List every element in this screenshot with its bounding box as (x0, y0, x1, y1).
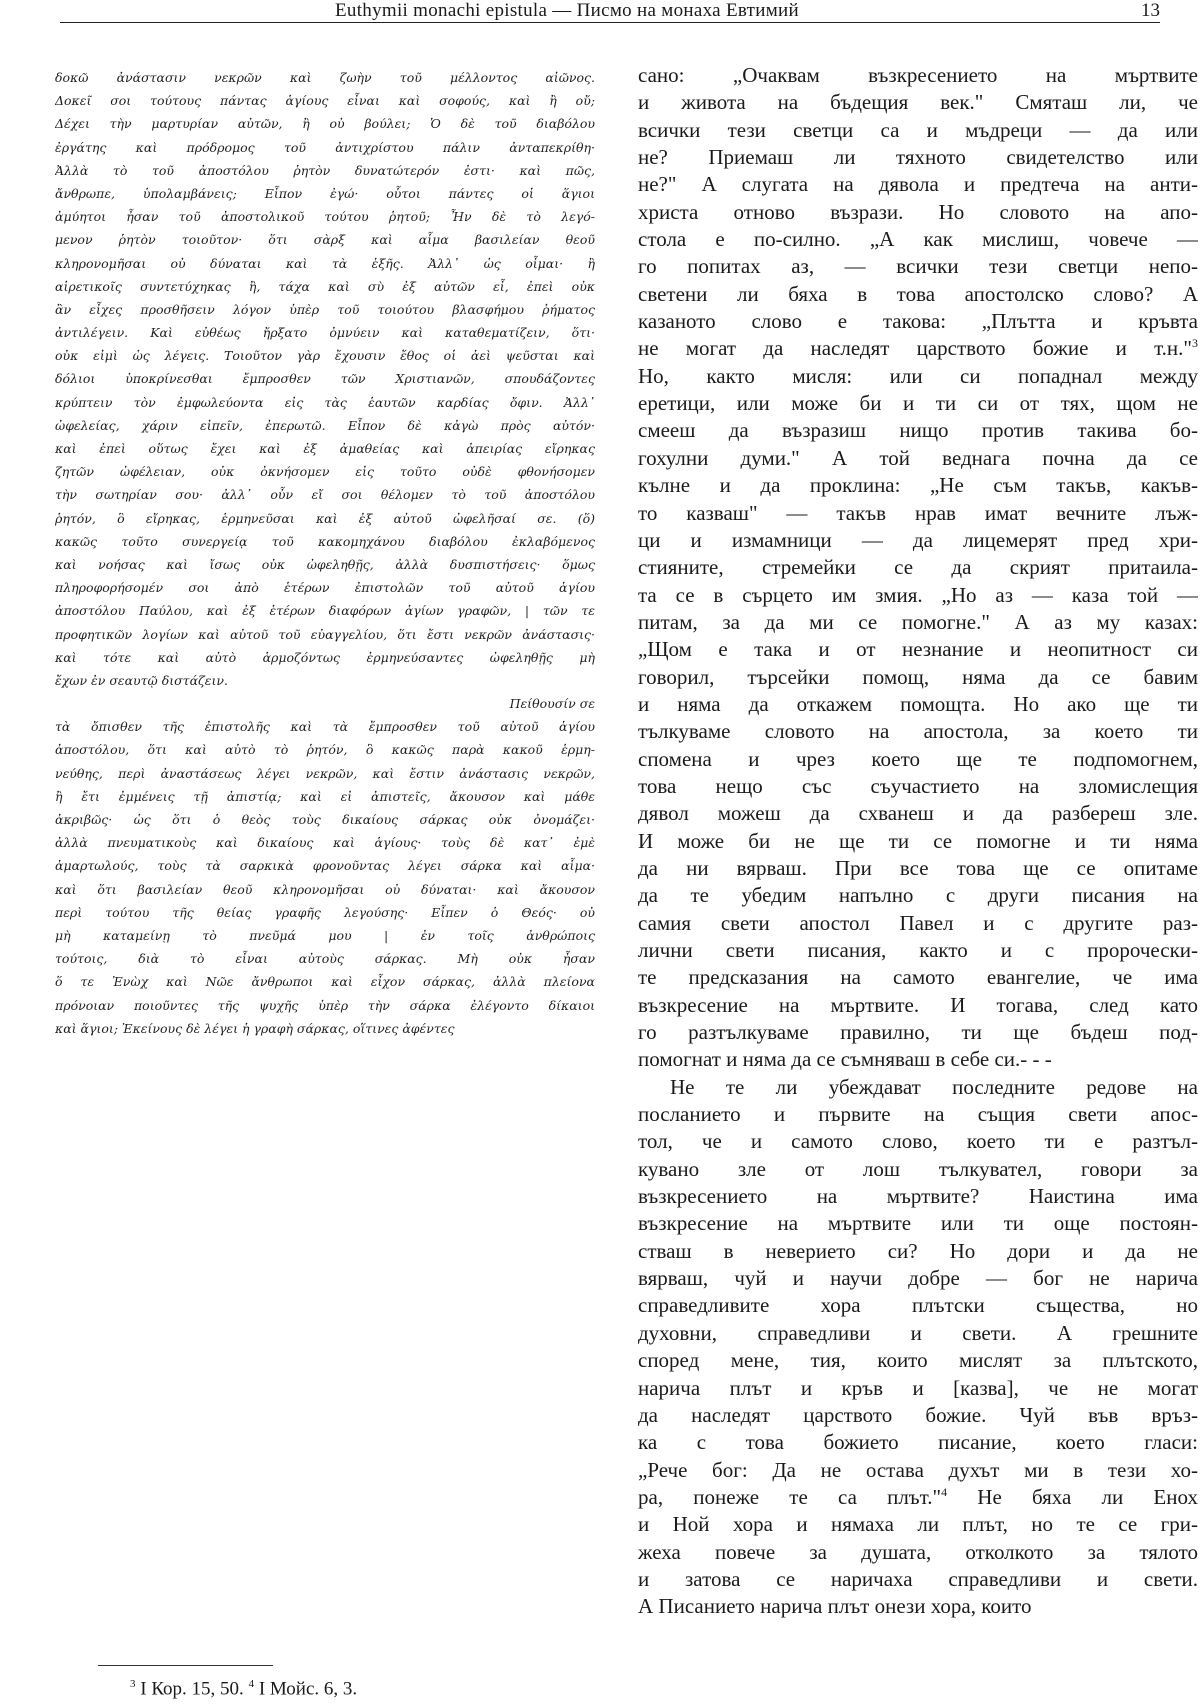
line-text: да наследят царството божие. Чуй във връз- (638, 1402, 1198, 1427)
line-text: жеха повече за душата, отколкото за тялото (638, 1539, 1198, 1564)
bulgarian-text-column (638, 62, 1198, 1621)
translation-line (638, 800, 1198, 827)
translation-line (638, 582, 1198, 609)
greek-line: περὶ τούτου τῆς θείας γραφῆς λεγούσης· Εἶπεν ὁ Θεός· οὐ (55, 904, 595, 920)
translation-line (638, 281, 1198, 308)
line-text-b: Не бяха ли Енох (947, 1484, 1198, 1509)
greek-line: Δέχει τὴν μαρτυρίαν αὐτῶν, ἢ οὐ βούλει; Ὁ δὲ τοῦ διαβόλου (55, 116, 595, 132)
greek-line: ἂν εἶχες προσθῆσειν λόγον ὑπὲρ τοῦ τοιούτου βλασφήμου ῥήματος (55, 301, 595, 317)
greek-line: ὅ τε Ἐνὼχ καὶ Νῶε ἄνθρωποι καὶ εἶχον σάρκας, ἀλλὰ πλείονα (55, 974, 595, 990)
line-text: възкресението на мъртвите? Наистина има (638, 1184, 1198, 1209)
translation-line (638, 117, 1198, 144)
line-text: и няма да откажем помощта. Но ако ще ти (638, 691, 1198, 716)
line-text: стияните, стремейки се да скрият притаила- (638, 555, 1198, 580)
translation-line (638, 718, 1198, 745)
translation-line (638, 691, 1198, 718)
line-text: Но, както мисля: или си попаднал между (638, 363, 1198, 388)
translation-line (638, 144, 1198, 171)
greek-line: ἁμαρτωλούς, τοὺς τὰ σαρκικὰ φρονοῦντας λέγει σάρκα καὶ αἷμα· (55, 858, 595, 874)
greek-line: τούτοις, διὰ τὸ εἶναι αὐτοὺς σάρκας. Μὴ οὐκ ἦσαν (55, 951, 595, 967)
greek-line: πρόνοιαν ποιοῦντες τῆς ψυχῆς ὑπὲρ τὴν σάρκα ἐλέγοντο δίκαιοι (55, 997, 595, 1013)
translation-line (638, 1511, 1198, 1538)
greek-text-column (55, 66, 595, 1040)
translation-line (638, 390, 1198, 417)
translation-line (638, 1593, 1198, 1620)
translation-line (638, 1566, 1198, 1593)
greek-line: Ἀλλὰ τὸ τοῦ ἀποστόλου ῥητὸν δυνατώτερόν ἐστι· καὶ πῶς, (55, 162, 595, 178)
translation-line (638, 910, 1198, 937)
line-text: възкресение на мъртвите или ти още постоян- (638, 1211, 1198, 1236)
line-text: да ни вярваш. При все това ще се опитаме (638, 855, 1198, 880)
line-text: И може би не ще ти се помогне и ти няма (638, 828, 1198, 853)
line-text: всички тези светци са и мъдреци — да или (638, 117, 1198, 142)
greek-line: κακῶς τοῦτο συνεργείᾳ τοῦ κακομηχάνου διαβόλου ἐκλαβόμενος (55, 533, 595, 549)
greek-line: ἔχων ἐν σεαυτῷ διστάζειν. (55, 672, 228, 688)
translation-line (638, 992, 1198, 1019)
line-text: говорил, търсейки помощ, няма да се бавим (638, 664, 1198, 689)
translation-line (638, 1402, 1198, 1429)
translation-line (638, 609, 1198, 636)
greek-line: οὐκ εἰμὶ ὡς λέγεις. Τοιοῦτον γὰρ ἔχουσιν ἔθος οἱ ἀεὶ ψεῦσται καὶ (55, 348, 595, 364)
line-text: „Рече бог: Да не остава духът ми в тези хо- (638, 1457, 1198, 1482)
translation-line (638, 1128, 1198, 1155)
line-text: самия свети апостол Павел и с другите раз- (638, 910, 1198, 935)
running-header (60, 0, 1160, 23)
greek-line: ἄνθρωπε, ὑπολαμβάνεις; Εἶπον ἐγώ· οὗτοι πάντες οἱ ἅγιοι (55, 185, 595, 201)
greek-line: πληροφορήσομέν σοι ἀπὸ ἑτέρων ἐπιστολῶν τοῦ αὐτοῦ ἁγίου (55, 580, 595, 596)
translation-line (638, 417, 1198, 444)
translation-line (638, 828, 1198, 855)
page-number: 13 (1141, 0, 1160, 21)
greek-line: ἀποστόλου Παύλου, καὶ ἐξ ἑτέρων διαφόρων ἁγίων γραφῶν, | τῶν τε (55, 603, 595, 619)
line-text: не? Приемаш ли тяхното свидетелство или (638, 145, 1198, 170)
greek-line: νεύθης, περὶ ἀναστάσεως λέγει νεκρῶν, καὶ ἔστιν ἀνάστασις νεκρῶν, (55, 765, 595, 781)
greek-line: κληρονομῆσαι οὐ δύναται καὶ τὰ ἑξῆς. Ἀλλ᾽ ὡς οἶμαι· ἢ (55, 255, 595, 271)
greek-line: προφητικῶν λογίων καὶ αὐτοῦ τοῦ εὐαγγελίου, ὅτι ἔστι νεκρῶν ἀνάστασις· (55, 626, 595, 642)
line-text: и Ной хора и нямаха ли плът, но те се гри- (638, 1512, 1198, 1537)
line-text: ци и измамници — да лицемерят пред хри- (638, 527, 1198, 552)
translation-line (638, 199, 1198, 226)
translation-line (638, 1375, 1198, 1402)
translation-line (638, 964, 1198, 991)
line-text: Не те ли убеждават последните редове на (670, 1074, 1198, 1099)
line-text: и живота на бъдещия век." Смяташ ли, че (638, 90, 1198, 115)
greek-line: μενον ῥητὸν τοιοῦτον· ὅτι σὰρξ καὶ αἷμα βασιλείαν θεοῦ (55, 232, 595, 248)
greek-line: μὴ καταμείνῃ τὸ πνεῦμά μου | ἐν τοῖς ἀνθρώποις (55, 927, 595, 943)
translation-line (638, 1457, 1198, 1484)
greek-line: δόλιοι ὑποκρίνεσθαι ἔμπροσθεν τῶν Χριστιανῶν, σπουδάζοντες (55, 371, 595, 387)
translation-line (638, 554, 1198, 581)
greek-line: δοκῶ ἀνάστασιν νεκρῶν καὶ ζωὴν τοῦ μέλλοντος αἰῶνος. (55, 70, 595, 85)
line-text: христа отново възрази. Но словото на апо- (638, 199, 1198, 224)
greek-line: κρύπτειν τὸν ἐμφωλεύοντα εἰς τὰς ἑαυτῶν καρδίας ὄφιν. Ἀλλ᾽ (55, 394, 595, 410)
line-text: го попитах аз, — всички тези светци непо- (638, 254, 1198, 279)
greek-line: αἱρετικοῖς συντετύχηκας ἢ, τάχα καὶ σὺ ἐξ αὐτῶν εἶ, ἐπεὶ οὐκ (55, 278, 595, 294)
line-text: не?" А слугата на дявола и предтеча на анти- (638, 172, 1198, 197)
footnote-ref-3: 3 (1192, 336, 1198, 351)
line-text: кълне и да проклина: „Не съм такъв, какъв- (638, 473, 1198, 498)
footnote-ref-4: 4 (941, 1484, 948, 1499)
greek-line: ἀκριβῶς· ὡς ὅτι ὁ θεὸς τοὺς δικαίους σάρκας οὐκ ὀνομάζει· (55, 812, 595, 827)
line-text: стваш в неверието си? Но дори и да не (638, 1238, 1198, 1263)
line-text: питам, за да ми се помогне." А аз му казах: (638, 609, 1198, 634)
greek-line: Δοκεῖ σοι τούτους πάντας ἁγίους εἶναι καὶ σοφούς, καὶ ἢ οὔ; (55, 93, 595, 109)
line-text: сано: „Очаквам възкресението на мъртвите (638, 63, 1198, 87)
translation-line (638, 308, 1198, 335)
translation-line (638, 882, 1198, 909)
line-text: вярваш, чуй и научи добре — бог не нарича (638, 1266, 1198, 1291)
line-text: та се в сърцето им змия. „Но аз — каза той — (638, 582, 1198, 607)
line-text: според мене, тия, които мислят за плътското, (638, 1348, 1198, 1373)
greek-line: ῥητόν, ὃ εἴρηκας, ἑρμηνεῦσαι καὶ ἐξ αὐτοῦ ὠφελῆσαί σε. (ὅ) (55, 510, 595, 526)
greek-line: τὰ ὄπισθεν τῆς ἐπιστολῆς καὶ τὰ ἔμπροσθεν τοῦ αὐτοῦ ἁγίου (55, 719, 595, 735)
footnote-3-mark: 3 (130, 1678, 136, 1690)
translation-line (638, 636, 1198, 663)
greek-line: καὶ ἐπεὶ οὕτως ἔχει καὶ ἐξ ἀμαθείας καὶ ἀπειρίας εἴρηκας (55, 441, 595, 456)
translation-line (638, 1074, 1198, 1101)
greek-line: καὶ νοήσας καὶ ἴσως οὐκ ὠφεληθῇς, ἀλλὰ δυσπιστήσεις· ὅμως (55, 556, 595, 572)
translation-line (638, 89, 1198, 116)
line-text: духовни, справедливи и свети. А грешните (638, 1320, 1198, 1345)
line-text: гохулни думи." А той веднага почна да се (638, 445, 1198, 470)
footnote-3-text: I Кор. 15, 50. (135, 1678, 249, 1700)
line-text: светени ли бяха в това апостолско слово? А (638, 281, 1198, 306)
greek-line: καὶ ὅτι βασιλείαν θεοῦ κληρονομῆσαι οὐ δύναται· καὶ ἄκουσον (55, 881, 595, 897)
line-text: не могат да наследят царството божие и т.н." (638, 336, 1192, 361)
translation-line (638, 1101, 1198, 1128)
greek-line: ἀντιλέγειν. Καὶ εὐθέως ἤρξατο ὀμνύειν καὶ καταθεματίζειν, ὅτι· (55, 325, 595, 341)
translation-line (638, 855, 1198, 882)
greek-continuation-start: Πείθουσίν σε (509, 696, 595, 712)
line-text: посланието и първите на същия свети апос- (638, 1102, 1198, 1127)
greek-line: ἀμύητοι ἦσαν τοῦ ἀποστολικοῦ τούτου ῥητοῦ; Ἦν δὲ τὸ λεγό- (55, 209, 595, 225)
line-text: това нещо със съучастието на зломислещия (638, 773, 1198, 798)
line-text: те предсказания на самото евангелие, че има (638, 965, 1198, 990)
translation-line (638, 1429, 1198, 1456)
line-text: нарича плът и кръв и [казва], че не могат (638, 1375, 1198, 1400)
line-text: и затова се наричаха справедливи и свети. (638, 1566, 1198, 1591)
line-text: то казваш" — такъв нрав имат вечните лъж- (638, 500, 1198, 525)
translation-line (638, 664, 1198, 691)
translation-line (638, 773, 1198, 800)
translation-line (638, 1347, 1198, 1374)
line-text-a: ра, понеже те са плът." (638, 1484, 942, 1509)
translation-line (638, 500, 1198, 527)
footnotes (130, 1678, 357, 1700)
translation-line (638, 445, 1198, 472)
line-text: да те убедим напълно с други писания на (638, 883, 1198, 908)
translation-line (638, 335, 1198, 362)
line-text: казаното слово е такова: „Плътта и кръвта (638, 309, 1198, 334)
line-text: еретици, или може би и ти си от тях, щом не (638, 391, 1198, 416)
greek-line: ὠφελείας, χάριν εἰπεῖν, ἐπερωτῶ. Εἶπον δὲ κἀγὼ πρὸς αὐτόν· (55, 417, 595, 433)
translation-line (638, 1265, 1198, 1292)
translation-line (638, 527, 1198, 554)
translation-line (638, 1484, 1198, 1511)
line-text: го разтълкуваме правилно, ти ще бъдеш под- (638, 1020, 1198, 1045)
translation-line (638, 1539, 1198, 1566)
line-text: кувано зле от лош тълкувател, говори за (638, 1156, 1198, 1181)
greek-line: ἀποστόλου, ὅτι καὶ αὐτὸ τὸ ῥητόν, ὃ κακῶς παρὰ κακοῦ ἑρμη- (55, 742, 595, 758)
translation-line (638, 62, 1198, 89)
translation-line (638, 1320, 1198, 1347)
translation-line (638, 1238, 1198, 1265)
greek-line: καὶ τότε καὶ αὐτὸ ἁρμοζόντως ἑρμηνεύσαντες ὠφεληθῇς μὴ (55, 649, 595, 665)
translation-line (638, 171, 1198, 198)
greek-line: ἀλλὰ πνευματικοὺς καὶ δικαίους καὶ ἁγίους· τοὺς δὲ κατ᾽ ἐμὲ (55, 835, 595, 851)
footnote-4-mark: 4 (248, 1678, 255, 1690)
line-text: спомена и чрез което ще те подпомогнем, (638, 746, 1198, 771)
greek-line: καὶ ἅγιοι; Ἐκείνους δὲ λέγει ἡ γραφὴ σάρκας, οἵτινες ἀφέντες (55, 1020, 455, 1036)
translation-line (638, 226, 1198, 253)
greek-line: ἢ ἔτι ἐμμένεις τῇ ἀπιστίᾳ; καὶ εἰ ἀπιστεῖς, ἄκουσον καὶ μάθε (55, 788, 595, 804)
line-text: дявол можеш да схванеш и да разбереш зле. (638, 801, 1198, 826)
line-text: възкресение на мъртвите. И тогава, след като (638, 992, 1198, 1017)
greek-line: ἐργάτης καὶ πρόδρομος τοῦ ἀντιχρίστου πάλιν ἀνταπεκρίθη· (55, 139, 595, 155)
footnote-4-text: I Мойс. 6, 3. (254, 1678, 358, 1700)
line-text: помогнат и няма да се съмняваш в себе си.- - - (638, 1047, 1052, 1072)
line-text: стола е по-силно. „А как мислиш, човече — (638, 227, 1198, 252)
greek-line: ζητῶν ὠφέλειαν, οὐκ ὀκνήσομεν εἰς τοῦτο οὐδὲ φθονήσομεν (55, 464, 595, 480)
greek-line: τὴν σωτηρίαν σου· ἀλλ᾽ οὖν εἴ σοι θέλομεν τὸ τοῦ ἀποστόλου (55, 487, 595, 503)
translation-line (638, 1046, 1198, 1073)
line-text: лични свети писания, както и с пророчески- (638, 938, 1198, 962)
footnote-rule (98, 1665, 273, 1666)
translation-line (638, 746, 1198, 773)
line-text: тол, че и самото слово, което ти е разтъл- (638, 1129, 1198, 1154)
translation-line (638, 363, 1198, 390)
translation-line (638, 253, 1198, 280)
line-text: тълкуваме словото на апостола, за което ти (638, 719, 1198, 744)
line-text: смееш да възразиш нищо против такива бо- (638, 418, 1198, 443)
line-text: „Щом е така и от незнание и неопитност си (638, 637, 1198, 662)
translation-line (638, 1019, 1198, 1046)
line-text: А Писанието нарича плът онези хора, които (638, 1594, 1032, 1619)
translation-line (638, 472, 1198, 499)
translation-line (638, 1210, 1198, 1237)
line-text: ка с това божието писание, което гласи: (638, 1430, 1198, 1455)
running-title: Euthymii monachi epistula — Писмо на монаха Евтимий (335, 0, 799, 21)
translation-line (638, 1156, 1198, 1183)
translation-line (638, 1292, 1198, 1319)
translation-line (638, 937, 1198, 964)
line-text: справедливите хора плътски същества, но (638, 1293, 1198, 1318)
translation-line (638, 1183, 1198, 1210)
